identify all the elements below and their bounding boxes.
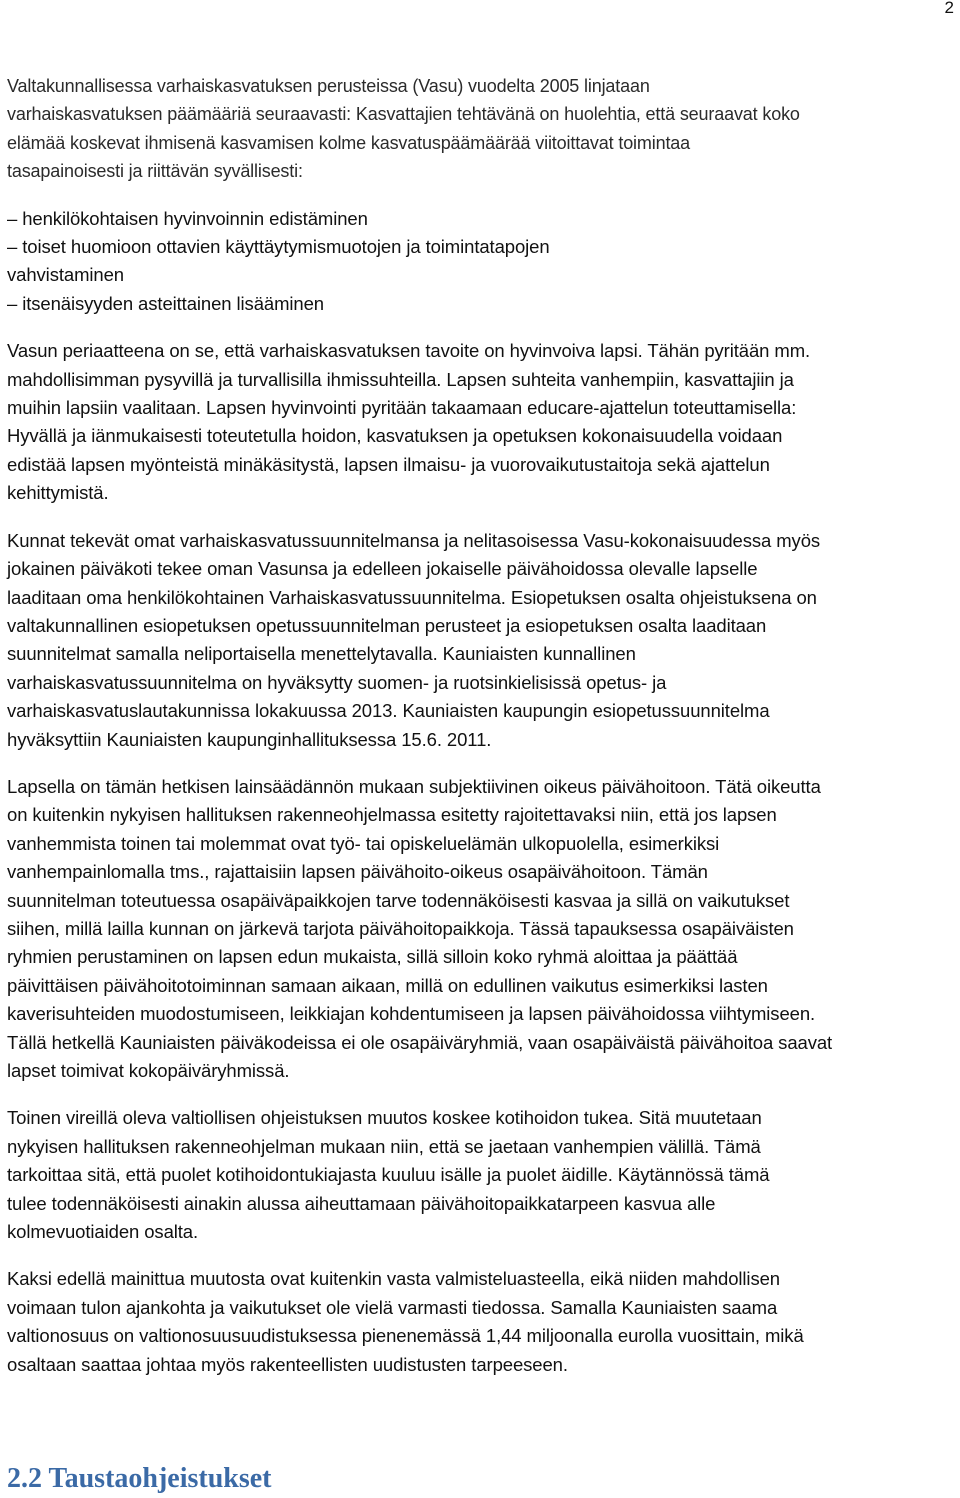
paragraph-vasun-periaate <box>7 337 957 507</box>
list-item: – henkilökohtaisen hyvinvoinnin edistäminen <box>7 207 368 229</box>
text-line: tulee todennäköisesti ainakin alussa aiheuttamaan päivähoitopaikkatarpeen kasvua alle <box>7 1192 716 1214</box>
list-item: vahvistaminen <box>7 264 124 286</box>
text-line: Hyvällä ja iänmukaisesti toteutetulla hoidon, kasvatuksen ja opetuksen kokonaisuudella voidaan <box>7 425 783 447</box>
paragraph-paivahoito-oikeus <box>7 773 957 1085</box>
text-line: kaverisuhteiden muodostumiseen, leikkiajan kohdentumiseen ja lapsen päivähoidossa viihtymiseen. <box>7 1003 816 1025</box>
paragraph-kotihoidon-tuki <box>7 1104 957 1246</box>
list-item: – itsenäisyyden asteittainen lisääminen <box>7 292 324 314</box>
text-line: varhaiskasvatuksen päämääriä seuraavasti: Kasvattajien tehtävänä on huolehtia, että seuraavat koko <box>7 104 800 125</box>
paragraph-kunnat <box>7 527 957 754</box>
text-line: valtionosuus on valtionosuusuudistuksessa pienenemässä 1,44 miljoonalla eurolla vuosittain, mikä <box>7 1325 804 1347</box>
text-line: Kaksi edellä mainittua muutosta ovat kuitenkin vasta valmisteluasteella, eikä niiden mahdollisen <box>7 1268 780 1290</box>
text-line: tasapainoisesti ja riittävän syvällisesti: <box>7 161 303 182</box>
list-item: – toiset huomioon ottavien käyttäytymismuotojen ja toimintatapojen <box>7 236 550 258</box>
text-line: laaditaan oma henkilökohtainen Varhaiskasvatussuunnitelma. Esiopetuksen osalta ohjeistuksena on <box>7 586 817 608</box>
text-line: lapset toimivat kokopäiväryhmissä. <box>7 1060 290 1081</box>
section-heading: 2.2 Taustaohjeistukset <box>7 1463 272 1494</box>
text-line: voimaan tulon ajankohta ja vaikutukset ole vielä varmasti tiedossa. Samalla Kauniaisten saama <box>7 1296 778 1318</box>
text-line: elämää koskevat ihmisenä kasvamisen kolme kasvatuspäämäärää viitoittavat toimintaa <box>7 132 691 153</box>
text-line: kolmevuotiaiden osalta. <box>7 1221 199 1243</box>
text-line: Vasun periaatteena on se, että varhaiskasvatuksen tavoite on hyvinvoiva lapsi. Tähän pyritään mm. <box>7 340 811 362</box>
text-line: Tällä hetkellä Kauniaisten päiväkodeissa ei ole osapäiväryhmiä, vaan osapäiväistä päivähoitoa saavat <box>7 1031 833 1053</box>
text-line: tarkoittaa sitä, että puolet kotihoidontukiajasta kuuluu isälle ja puolet äidille. Käytännössä tämä <box>7 1164 770 1186</box>
text-line: varhaiskasvatuslautakunnissa lokakuussa 2013. Kauniaisten kaupungin esiopetussuunnitelma <box>7 700 770 722</box>
intro-paragraph <box>7 72 957 186</box>
text-line: jokainen päiväkoti tekee oman Vasunsa ja edelleen jokaiselle päivähoidossa olevalle lapselle <box>7 558 758 580</box>
text-line: Toinen vireillä oleva valtiollisen ohjeistuksen muutos koskee kotihoidon tukea. Sitä muutetaan <box>7 1107 762 1129</box>
page-number: 2 <box>944 0 954 17</box>
text-line: hyväksyttiin Kauniaisten kaupunginhallituksessa 15.6. 2011. <box>7 728 492 750</box>
goal-list <box>7 205 957 319</box>
text-line: suunnitelman toteutuessa osapäiväpaikkojen tarve todennäköisesti kasvaa ja sillä on vaikutukset <box>7 889 790 911</box>
text-line: on kuitenkin nykyisen hallituksen rakenneohjelmassa esitetty rajoitettavaksi niin, että jos lapsen <box>7 804 777 826</box>
text-line: edistää lapsen myönteistä minäkäsitystä, lapsen ilmaisu- ja vuorovaikutustaitoja sekä ajattelun <box>7 453 770 475</box>
document-body <box>7 72 957 1379</box>
text-line: vanhemmista toinen tai molemmat ovat työ- tai opiskeluelämän ulkopuolella, esimerkiksi <box>7 832 720 854</box>
text-line: osaltaan saattaa johtaa myös rakenteellisten uudistusten tarpeeseen. <box>7 1353 568 1375</box>
text-line: ryhmien perustaminen on lapsen edun mukaista, sillä silloin koko ryhmä aloittaa ja päättää <box>7 946 738 968</box>
text-line: vanhempainlomalla tms., rajattaisiin lapsen päivähoito-oikeus osapäivähoitoon. Tämän <box>7 861 708 883</box>
text-line: muihin lapsiin vaalitaan. Lapsen hyvinvointi pyritään takaamaan educare-ajattelun toteuttamisella: <box>7 397 797 419</box>
text-line: nykyisen hallituksen rakenneohjelman mukaan niin, että se jaetaan vanhempien välillä. Tämä <box>7 1135 761 1157</box>
paragraph-muutokset <box>7 1265 957 1379</box>
text-line: varhaiskasvatussuunnitelma on hyväksytty suomen- ja ruotsinkielisissä opetus- ja <box>7 671 667 693</box>
text-line: mahdollisimman pysyvillä ja turvallisilla ihmissuhteilla. Lapsen suhteita vanhempiin, kasvattajiin ja <box>7 368 794 390</box>
text-line: Lapsella on tämän hetkisen lainsäädännön mukaan subjektiivinen oikeus päivähoitoon. Tätä oikeutta <box>7 775 821 797</box>
text-line: Valtakunnallisessa varhaiskasvatuksen perusteissa (Vasu) vuodelta 2005 linjataan <box>7 76 650 96</box>
text-line: päivittäisen päivähoitotoiminnan samaan aikaan, millä on edullinen vaikutus esimerkiksi lasten <box>7 974 768 996</box>
text-line: siihen, millä lailla kunnan on järkevä tarjota päivähoitopaikkoja. Tässä tapauksessa osapäiväisten <box>7 917 794 939</box>
text-line: Kunnat tekevät omat varhaiskasvatussuunnitelmansa ja nelitasoisessa Vasu-kokonaisuudessa myös <box>7 529 821 551</box>
text-line: suunnitelmat samalla neliportaisella menettelytavalla. Kauniaisten kunnallinen <box>7 643 636 665</box>
text-line: valtakunnallinen esiopetuksen opetussuunnitelman perusteet ja esiopetuksen osalta laaditaan <box>7 614 767 636</box>
text-line: kehittymistä. <box>7 482 109 504</box>
